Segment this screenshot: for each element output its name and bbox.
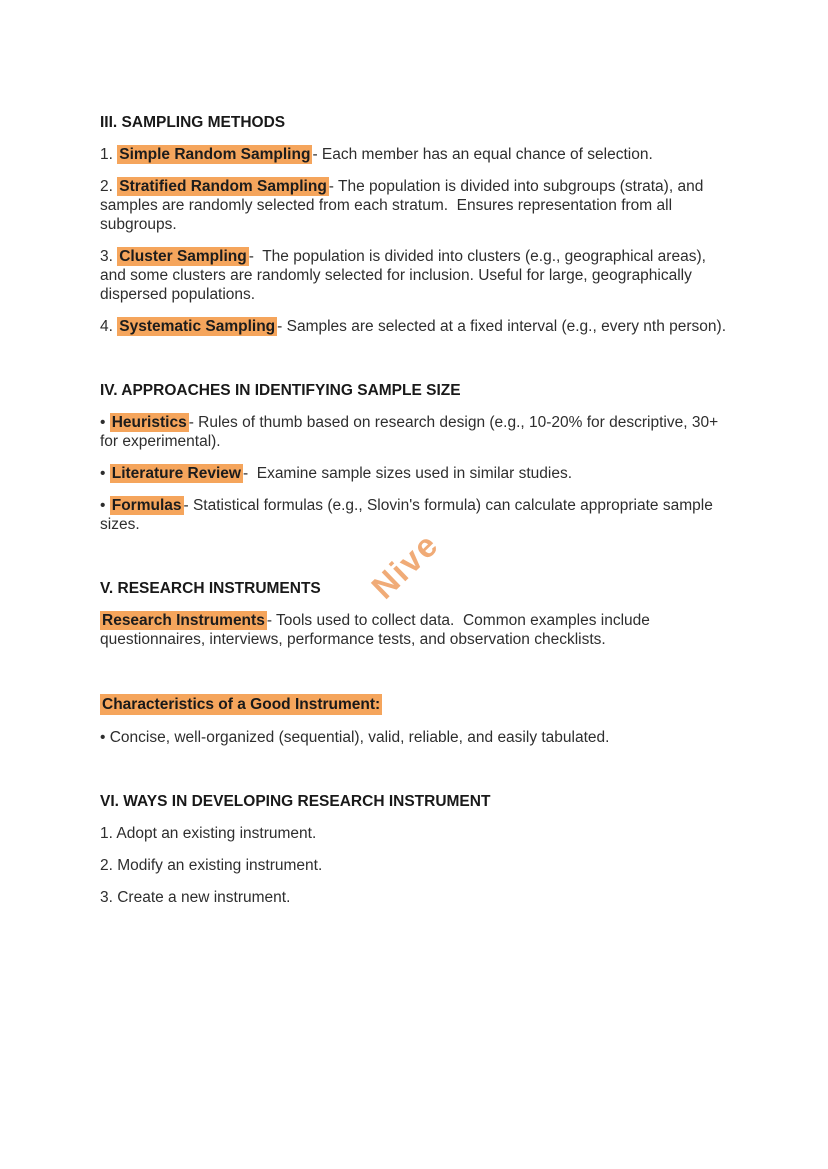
item-number: 2. (100, 178, 118, 195)
highlighted-term: Simple Random Sampling (119, 146, 311, 163)
bullet-item (100, 728, 728, 747)
item-text: - Rules of thumb based on research design (e.g., 10-20% for descriptive, 30+ for experimental). (100, 414, 723, 450)
item-number: 4. (100, 318, 118, 335)
item-text: Concise, well-organized (sequential), valid, reliable, and easily tabulated. (109, 729, 610, 746)
watermark: Nive (364, 525, 446, 606)
item-text: - Each member has an equal chance of selection. (312, 146, 653, 163)
list-item (100, 888, 728, 907)
item-text: - Statistical formulas (e.g., Slovin's formula) can calculate appropriate sample sizes. (100, 497, 718, 533)
highlighted-term: Formulas (111, 497, 182, 514)
bullet-item (100, 464, 728, 483)
item-text: - The population is divided into subgroups (strata), and samples are randomly selected from each stratum. Ensures representation from all subgroups. (100, 178, 708, 233)
item-text: - The population is divided into clusters (e.g., geographical areas), and some clusters are randomly selected for inclusion. Useful for large, geographically dispersed populations. (100, 248, 711, 303)
highlighted-subheading (100, 694, 728, 715)
section-good-instrument-characteristics (100, 694, 728, 747)
list-item (100, 317, 728, 336)
section-heading: VI. WAYS IN DEVELOPING RESEARCH INSTRUMENT (100, 793, 491, 810)
list-item (100, 145, 728, 164)
section-heading: III. SAMPLING METHODS (100, 114, 286, 131)
section-sampling-methods (100, 113, 728, 336)
item-text: 3. Create a new instrument. (100, 889, 291, 906)
item-number: 1. (100, 146, 118, 163)
bullet-item (100, 413, 728, 451)
item-text: - Samples are selected at a fixed interval (e.g., every nth person). (277, 318, 727, 335)
definition-paragraph (100, 611, 728, 649)
section-research-instruments (100, 579, 728, 649)
list-item (100, 247, 728, 304)
section-developing-instrument (100, 792, 728, 907)
section-heading: V. RESEARCH INSTRUMENTS (100, 580, 321, 597)
highlighted-term: Cluster Sampling (119, 248, 247, 265)
bullet-icon: • (100, 414, 110, 431)
bullet-icon: • (100, 497, 110, 514)
highlighted-term: Research Instruments (102, 612, 265, 629)
bullet-icon: • (100, 465, 110, 482)
highlighted-term: Stratified Random Sampling (119, 178, 327, 195)
item-number: 3. (100, 248, 118, 265)
list-item (100, 856, 728, 875)
bullet-icon: • (100, 729, 110, 746)
item-text: 1. Adopt an existing instrument. (100, 825, 317, 842)
list-item (100, 177, 728, 234)
bullet-item (100, 496, 728, 534)
highlighted-term: Heuristics (111, 414, 187, 431)
list-item (100, 824, 728, 843)
item-text: 2. Modify an existing instrument. (100, 857, 323, 874)
highlighted-term: Literature Review (111, 465, 241, 482)
highlighted-term: Systematic Sampling (119, 318, 276, 335)
item-text: - Examine sample sizes used in similar studies. (242, 465, 573, 482)
section-sample-size-approaches (100, 381, 728, 534)
document-content (100, 0, 728, 907)
highlighted-heading-text: Characteristics of a Good Instrument: (102, 696, 381, 713)
item-text: - Tools used to collect data. Common examples include questionnaires, interviews, performance tests, and observation checklists. (100, 612, 655, 648)
section-heading: IV. APPROACHES IN IDENTIFYING SAMPLE SIZE (100, 382, 461, 399)
